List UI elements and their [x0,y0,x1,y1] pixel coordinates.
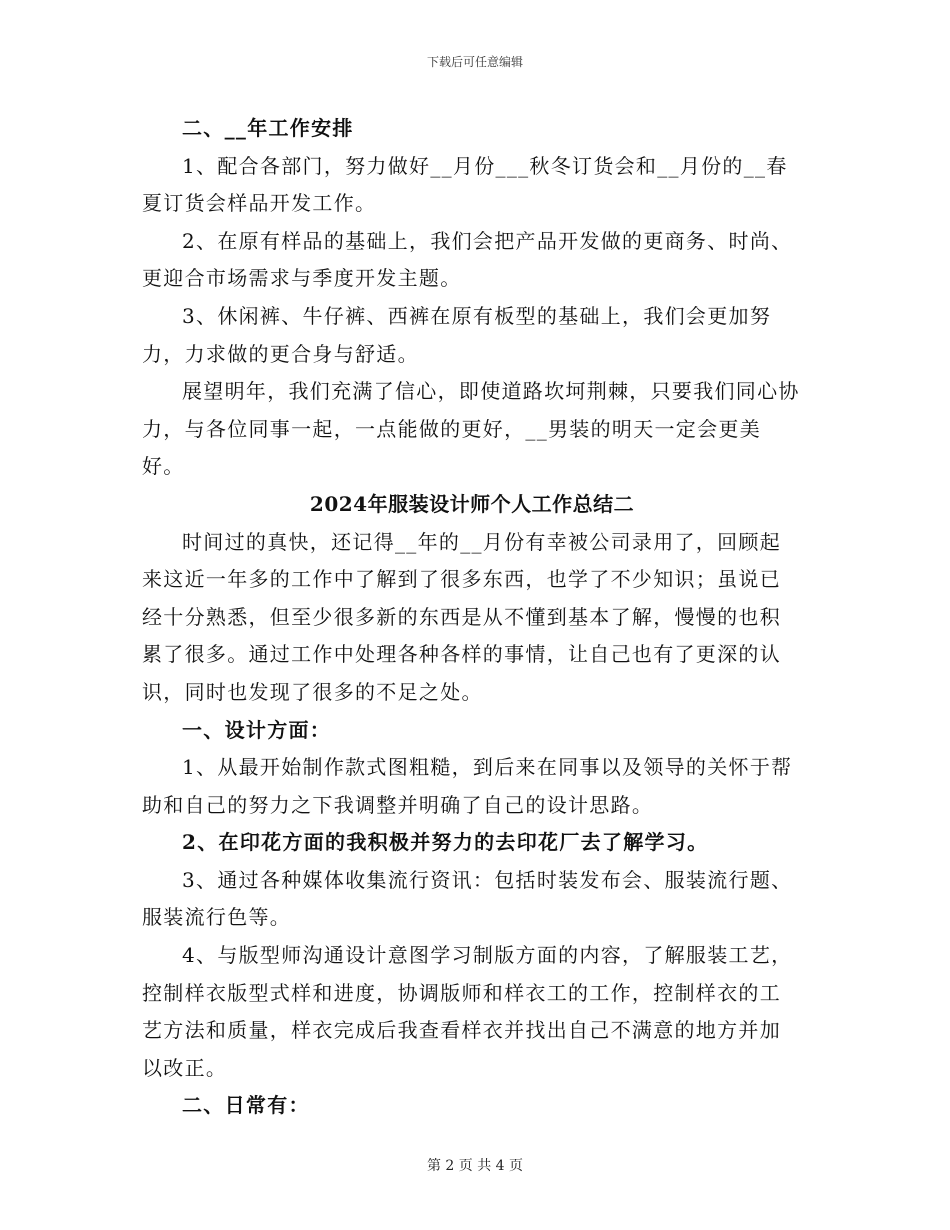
design-item-1: 1、从最开始制作款式图粗糙，到后来在同事以及领导的关怀于帮助和自己的努力之下我调整并明确了自己的设计思路。 [142,755,793,817]
page-header-note: 下载后可任意编辑 [426,55,523,69]
plan-heading: 二、__年工作安排 [182,116,354,140]
plan-item-2: 2、在原有样品的基础上，我们会把产品开发做的更商务、时尚、更迎合市场需求与季度开发主题。 [142,228,793,291]
design-item-2: 2、在印花方面的我积极并努力的去印花厂去了解学习。 [182,830,709,855]
intro-paragraph: 时间过的真快，还记得__年的__月份有幸被公司录用了，回顾起来这近一年多的工作中了解到了很多东西，也学了不少知识；虽说已经十分熟悉，但至少很多新的东西是从不懂到基本了解，慢慢的也积累了很多。通过工作中处理各种各样的事情，让自己也有了更深的认识，同时也发现了很多的不足之处。 [142,529,781,704]
daily-heading: 二、日常有： [182,1093,310,1118]
section-title: 2024年服装设计师个人工作总结二 [309,491,635,516]
plan-item-3: 3、休闲裤、牛仔裤、西裤在原有板型的基础上，我们会更加努力，力求做的更合身与舒适。 [142,303,772,366]
design-heading: 一、设计方面： [182,717,332,742]
outlook-paragraph: 展望明年，我们充满了信心，即使道路坎坷荆棘，只要我们同心协力，与各位同事一起，一点能做的更好，__男装的明天一定会更美好。 [142,379,800,479]
design-item-3: 3、通过各种媒体收集流行资讯：包括时装发布会、服装流行题、服装流行色等。 [142,867,793,930]
plan-item-1: 1、配合各部门，努力做好__月份___秋冬订货会和__月份的__春夏订货会样品开发工作。 [142,153,788,216]
document-body [142,110,802,1125]
design-item-4: 4、与版型师沟通设计意图学习制版方面的内容，了解服装工艺，控制样衣版型式样和进度，协调版师和样衣工的工作，控制样衣的工艺方法和质量，样衣完成后我查看样衣并找出自己不满意的地方并加以改正。 [142,943,793,1080]
page-number: 第 2 页 共 4 页 [426,1158,524,1174]
